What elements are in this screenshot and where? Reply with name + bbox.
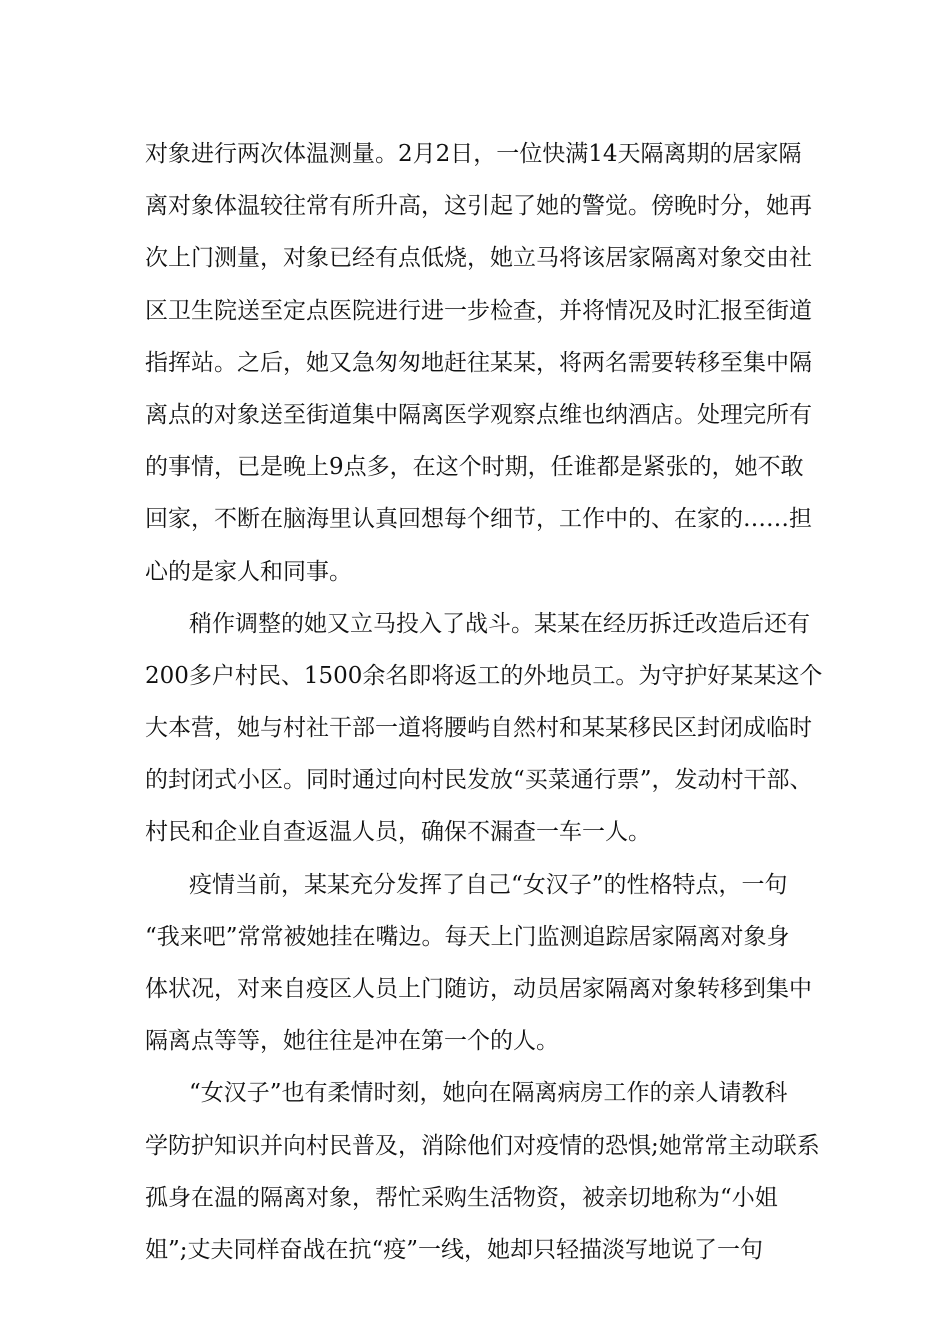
text-line: 姐”;丈夫同样奋战在抗“疫”一线，她却只轻描淡写地说了一句 xyxy=(145,1236,764,1263)
text-line: 离对象体温较往常有所升高，这引起了她的警觉。傍晚时分，她再 xyxy=(145,193,812,220)
text-line: 孤身在温的隔离对象，帮忙采购生活物资，被亲切地称为“小姐 xyxy=(145,1184,778,1211)
text-line: 的封闭式小区。同时通过向村民发放“买菜通行票”，发动村干部、 xyxy=(145,767,813,794)
text-line: 200多户村民、1500余名即将返工的外地员工。为守护好某某这个 xyxy=(145,662,823,689)
text-line: 对象进行两次体温测量。2月2日，一位快满14天隔离期的居家隔 xyxy=(145,141,802,167)
text-line: “我来吧”常常被她挂在嘴边。每天上门监测追踪居家隔离对象身 xyxy=(145,923,790,950)
text-line: 次上门测量，对象已经有点低烧，她立马将该居家隔离对象交由社 xyxy=(145,245,812,272)
text-line: 心的是家人和同事。 xyxy=(145,558,352,585)
text-line: 体状况，对来自疫区人员上门随访，动员居家隔离对象转移到集中 xyxy=(145,976,812,1002)
text-line: 大本营，她与村社干部一道将腰屿自然村和某某移民区封闭成临时 xyxy=(145,715,812,742)
paragraph-first-line: “女汉子”也有柔情时刻，她向在隔离病房工作的亲人请教科 xyxy=(189,1080,788,1107)
paragraph-first-line: 稍作调整的她又立马投入了战斗。某某在经历拆迁改造后还有 xyxy=(189,610,810,637)
text-line: 隔离点等等，她往往是冲在第一个的人。 xyxy=(145,1028,559,1055)
paragraph-first-line: 疫情当前，某某充分发挥了自己“女汉子”的性格特点，一句 xyxy=(189,871,788,898)
text-line: 的事情，已是晚上9点多，在这个时期，任谁都是紧张的，她不敢 xyxy=(145,454,804,481)
text-line: 学防护知识并向村民普及，消除他们对疫情的恐惧;她常常主动联系 xyxy=(145,1132,820,1159)
text-line: 指挥站。之后，她又急匆匆地赶往某某，将两名需要转移至集中隔 xyxy=(145,349,812,376)
text-line: 回家，不断在脑海里认真回想每个细节，工作中的、在家的……担 xyxy=(145,506,812,533)
text-line: 离点的对象送至街道集中隔离医学观察点维也纳酒店。处理完所有 xyxy=(145,401,812,428)
body-text xyxy=(145,128,825,1276)
text-line: 村民和企业自查返温人员，确保不漏查一车一人。 xyxy=(145,819,651,846)
text-line: 区卫生院送至定点医院进行进一步检查，并将情况及时汇报至街道 xyxy=(145,297,812,324)
